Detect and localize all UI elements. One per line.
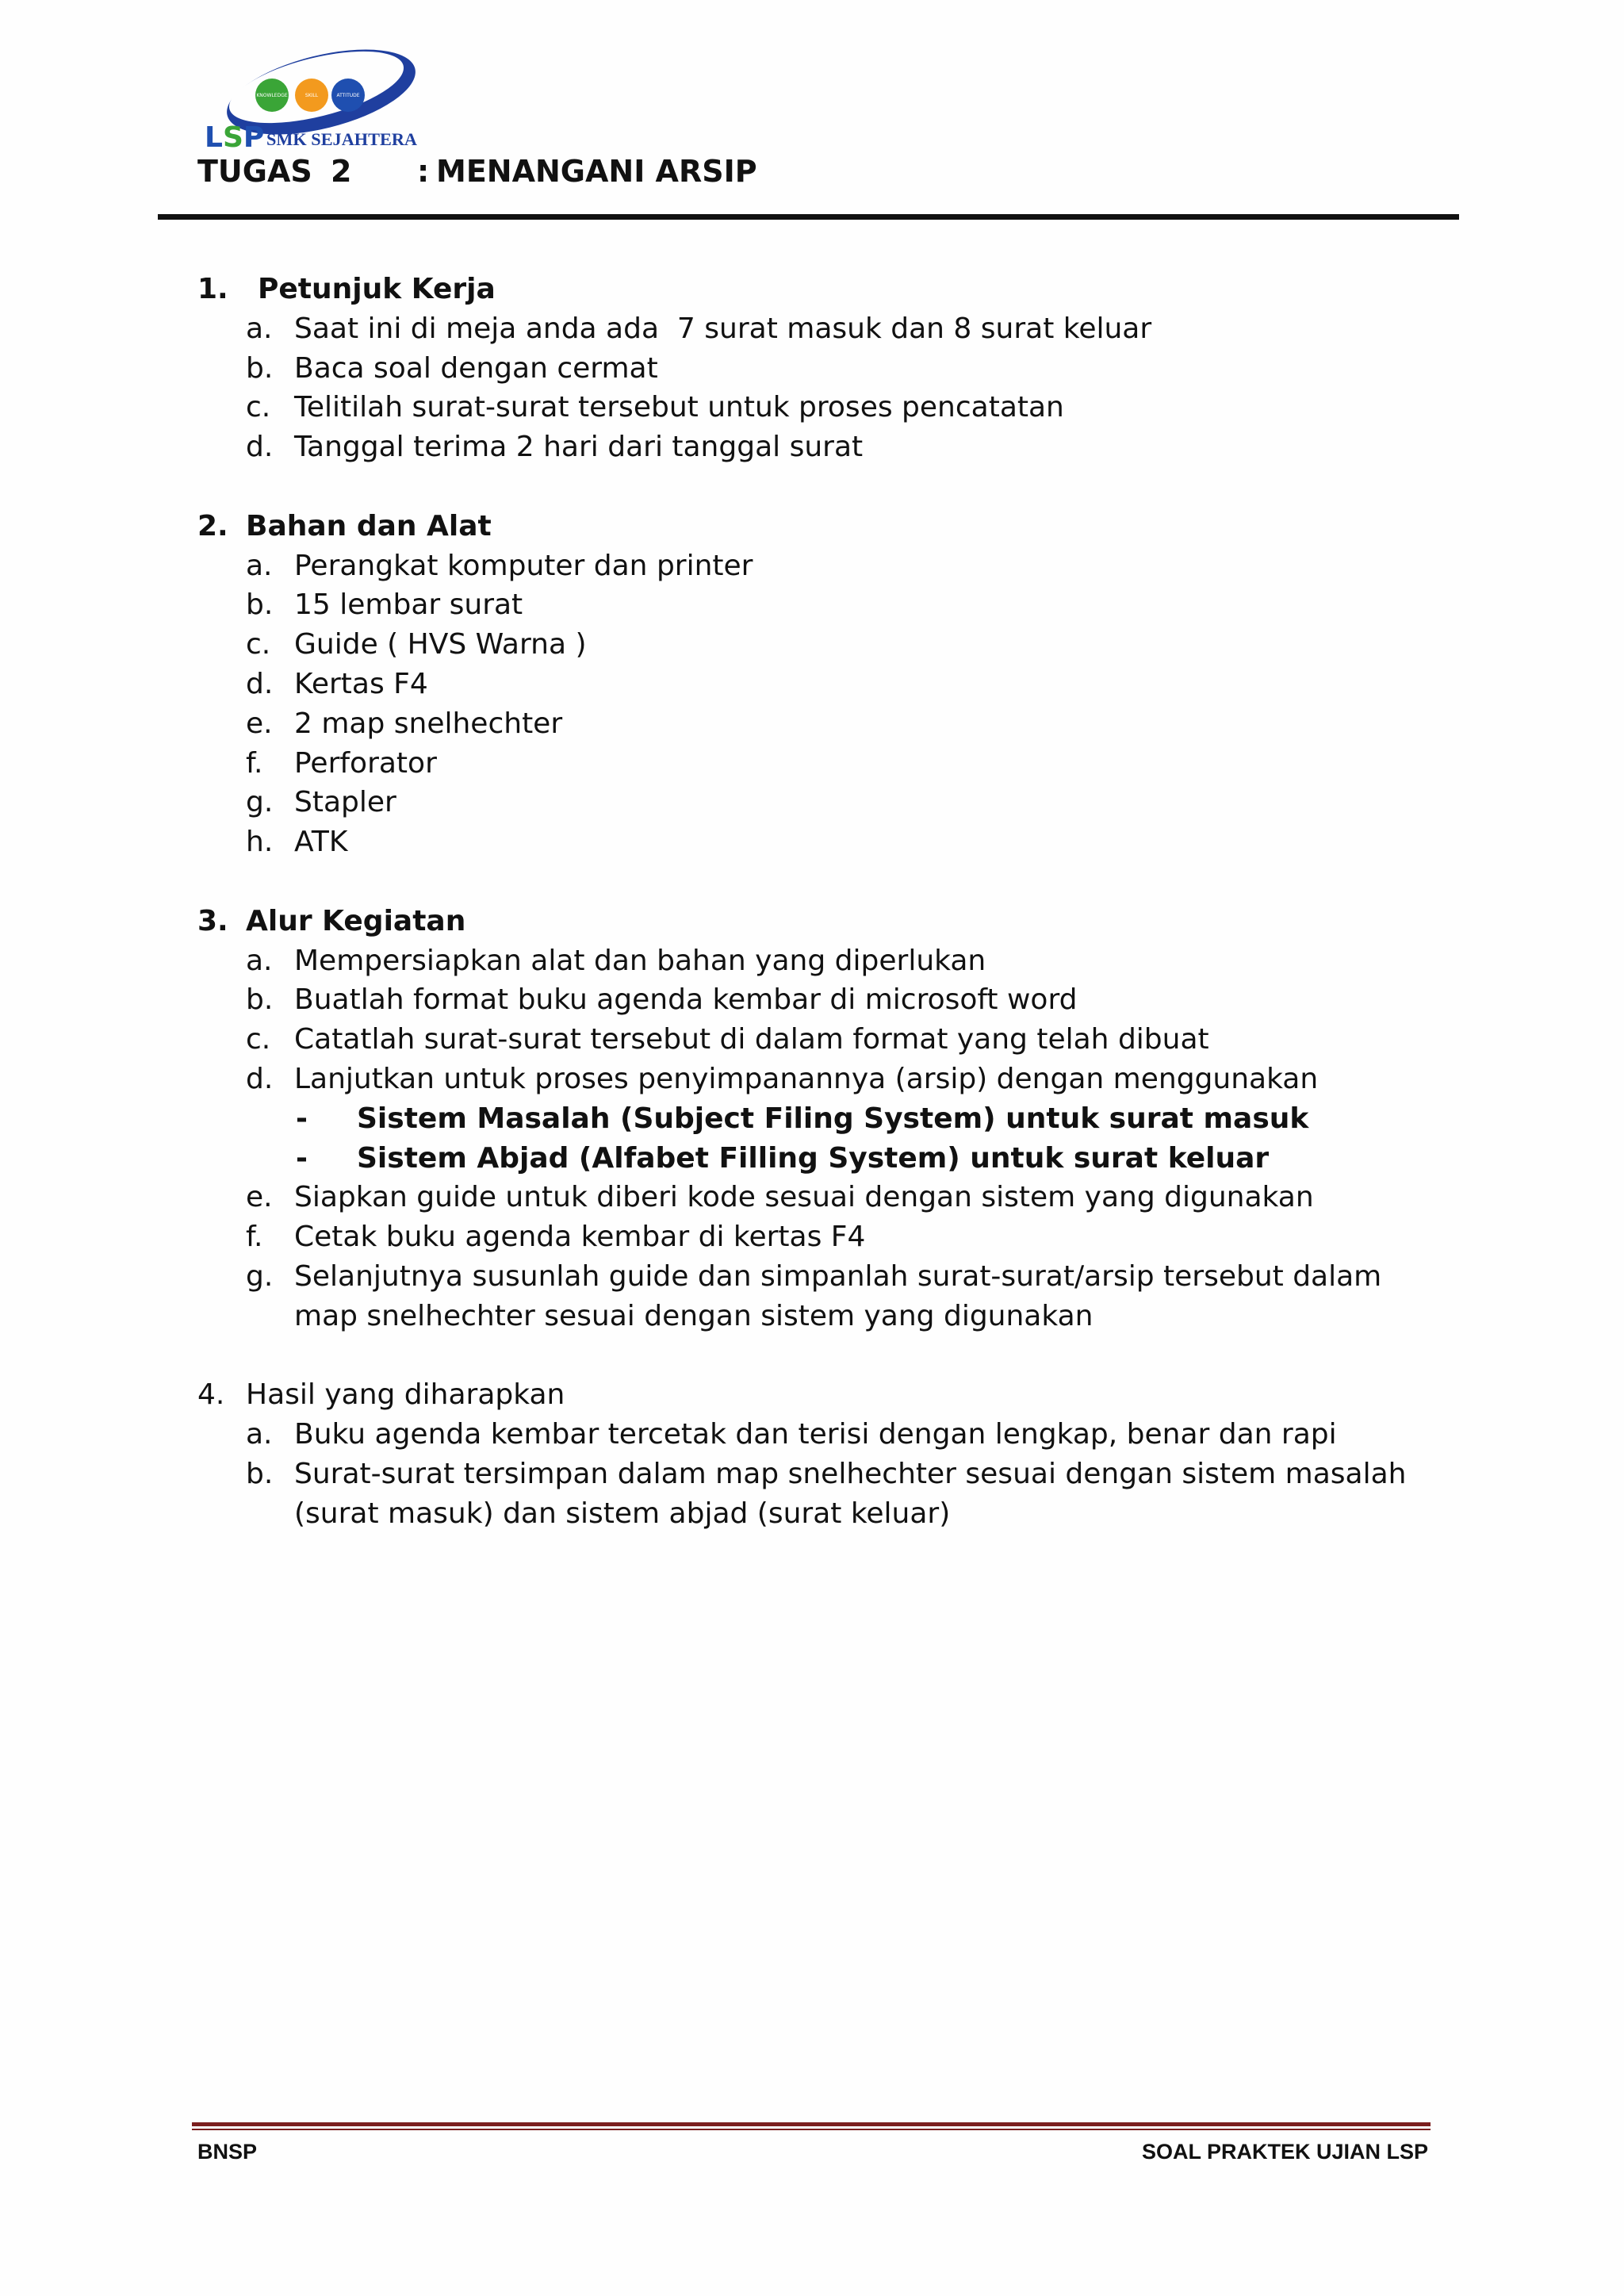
list-item-label: c.: [246, 628, 271, 661]
list-item: [197, 388, 1466, 427]
list-item-label: b.: [246, 351, 274, 385]
list-item-text: Surat-surat tersimpan dalam map snelhechter sesuai dengan sistem masalah (surat masuk) dan sistem abjad (surat keluar): [294, 1457, 1415, 1530]
list-item: [197, 625, 1466, 665]
list-item: [197, 309, 1466, 349]
list-item-text: Saat ini di meja anda ada 7 surat masuk dan 8 surat keluar: [294, 312, 1152, 345]
section-number: 4.: [197, 1378, 225, 1412]
list-item-text: Guide ( HVS Warna ): [294, 628, 587, 661]
dash-marker: -: [296, 1102, 308, 1135]
list-item-label: a.: [246, 312, 273, 345]
list-item: [197, 822, 1466, 862]
list-item-text: Catatlah surat-surat tersebut di dalam format yang telah dibuat: [294, 1023, 1209, 1056]
logo-circle-skill: [295, 79, 328, 112]
list-item-label: a.: [246, 549, 273, 582]
sub-list-item: [197, 1139, 1466, 1179]
list-item: [197, 1217, 1466, 1257]
svg-text:ATTITUDE: ATTITUDE: [336, 93, 360, 98]
section-hasil-yang-diharapkan: [197, 1375, 1466, 1533]
sub-list-item: [197, 1099, 1466, 1139]
list-item-text: Tanggal terima 2 hari dari tanggal surat: [294, 431, 864, 464]
footer-right-text: SOAL PRAKTEK UJIAN LSP: [1141, 2140, 1428, 2164]
list-item: [197, 1415, 1466, 1455]
list-item: [197, 1060, 1466, 1099]
logo-circle-attitude: [331, 79, 365, 112]
logo-brand: LSP: [205, 121, 265, 154]
section-number: 1.: [197, 273, 228, 305]
list-item-label: h.: [246, 826, 274, 859]
list-item-text: Selanjutnya susunlah guide dan simpanlah surat-surat/arsip tersebut dalam map snelhechter sesuai dengan sistem yang digunakan: [294, 1259, 1391, 1332]
list-item-label: c.: [246, 391, 271, 424]
dash-marker: -: [296, 1141, 308, 1175]
section-number: 3.: [197, 904, 228, 937]
section-number: 2.: [197, 509, 228, 542]
list-item-text: Mempersiapkan alat dan bahan yang diperlukan: [294, 944, 986, 977]
list-item: [197, 1455, 1466, 1534]
list-item-text: Lanjutkan untuk proses penyimpanannya (arsip) dengan menggunakan: [294, 1062, 1319, 1095]
section-alur-kegiatan: [197, 902, 1466, 1336]
list-item: [197, 744, 1466, 784]
list-item: [197, 585, 1466, 625]
section-title: Bahan dan Alat: [246, 509, 492, 542]
header-rule: [158, 214, 1459, 220]
list-item-label: b.: [246, 588, 274, 622]
list-item-text: 15 lembar surat: [294, 588, 523, 622]
list-item-text: ATK: [294, 826, 348, 859]
task-title: MENANGANI ARSIP: [436, 154, 757, 189]
section-heading: [197, 270, 1466, 309]
svg-text:SKILL: SKILL: [304, 93, 319, 98]
list-item-text: Buku agenda kembar tercetak dan terisi dengan lengkap, benar dan rapi: [294, 1418, 1337, 1451]
list-item: [197, 665, 1466, 704]
section-heading: [197, 902, 1466, 941]
list-item: [197, 427, 1466, 467]
list-item-text: Perforator: [294, 746, 437, 780]
task-label: TUGAS: [197, 154, 312, 189]
list-item-label: d.: [246, 431, 274, 464]
section-title: Petunjuk Kerja: [258, 273, 496, 305]
section-bahan-dan-alat: [197, 507, 1466, 862]
list-item-label: e.: [246, 1181, 273, 1214]
list-item-label: f.: [246, 1221, 263, 1254]
list-item: [197, 349, 1466, 389]
sub-list-item-text: Sistem Masalah (Subject Filing System) untuk surat masuk: [357, 1102, 1309, 1135]
list-item-text: Perangkat komputer dan printer: [294, 549, 753, 582]
list-item-label: a.: [246, 1418, 273, 1451]
list-item-text: Buatlah format buku agenda kembar di microsoft word: [294, 983, 1078, 1017]
list-item-text: 2 map snelhechter: [294, 707, 563, 740]
footer-rule-thick: [192, 2122, 1431, 2126]
list-item-text: Baca soal dengan cermat: [294, 351, 658, 385]
document-body: [197, 270, 1466, 1573]
footer-rule-thin: [192, 2129, 1431, 2130]
svg-text:KNOWLEDGE: KNOWLEDGE: [256, 93, 288, 98]
list-item: [197, 1257, 1466, 1336]
list-item: [197, 980, 1466, 1020]
section-heading: [197, 507, 1466, 546]
footer-left-text: BNSP: [197, 2140, 258, 2164]
section-heading: [197, 1375, 1466, 1415]
list-item-text: Telitilah surat-surat tersebut untuk proses pencatatan: [294, 391, 1064, 424]
list-item-label: c.: [246, 1023, 271, 1056]
list-item-text: Siapkan guide untuk diberi kode sesuai dengan sistem yang digunakan: [294, 1181, 1314, 1214]
list-item-label: g.: [246, 1259, 274, 1293]
list-item-label: g.: [246, 786, 274, 819]
list-item: [197, 941, 1466, 981]
list-item: [197, 546, 1466, 586]
list-item-text: Stapler: [294, 786, 396, 819]
section-petunjuk-kerja: [197, 270, 1466, 467]
list-item-label: a.: [246, 944, 273, 977]
list-item: [197, 1020, 1466, 1060]
logo-org-name: SMK SEJAHTERA: [266, 129, 418, 149]
section-title: Hasil yang diharapkan: [246, 1378, 565, 1412]
list-item-label: e.: [246, 707, 273, 740]
list-item-label: b.: [246, 1457, 274, 1490]
task-number: 2: [331, 154, 352, 189]
list-item-label: f.: [246, 746, 263, 780]
list-item: [197, 783, 1466, 822]
list-item-label: b.: [246, 983, 274, 1017]
list-item-label: d.: [246, 667, 274, 700]
task-separator: :: [417, 154, 430, 189]
logo-circle-knowledge: [255, 79, 289, 112]
list-item-label: d.: [246, 1062, 274, 1095]
list-item: [197, 704, 1466, 744]
list-item: [197, 1178, 1466, 1217]
list-item-text: Cetak buku agenda kembar di kertas F4: [294, 1221, 866, 1254]
list-item-text: Kertas F4: [294, 667, 428, 700]
section-title: Alur Kegiatan: [246, 904, 466, 937]
lsp-logo: [198, 32, 436, 159]
sub-list-item-text: Sistem Abjad (Alfabet Filling System) untuk surat keluar: [357, 1141, 1270, 1175]
